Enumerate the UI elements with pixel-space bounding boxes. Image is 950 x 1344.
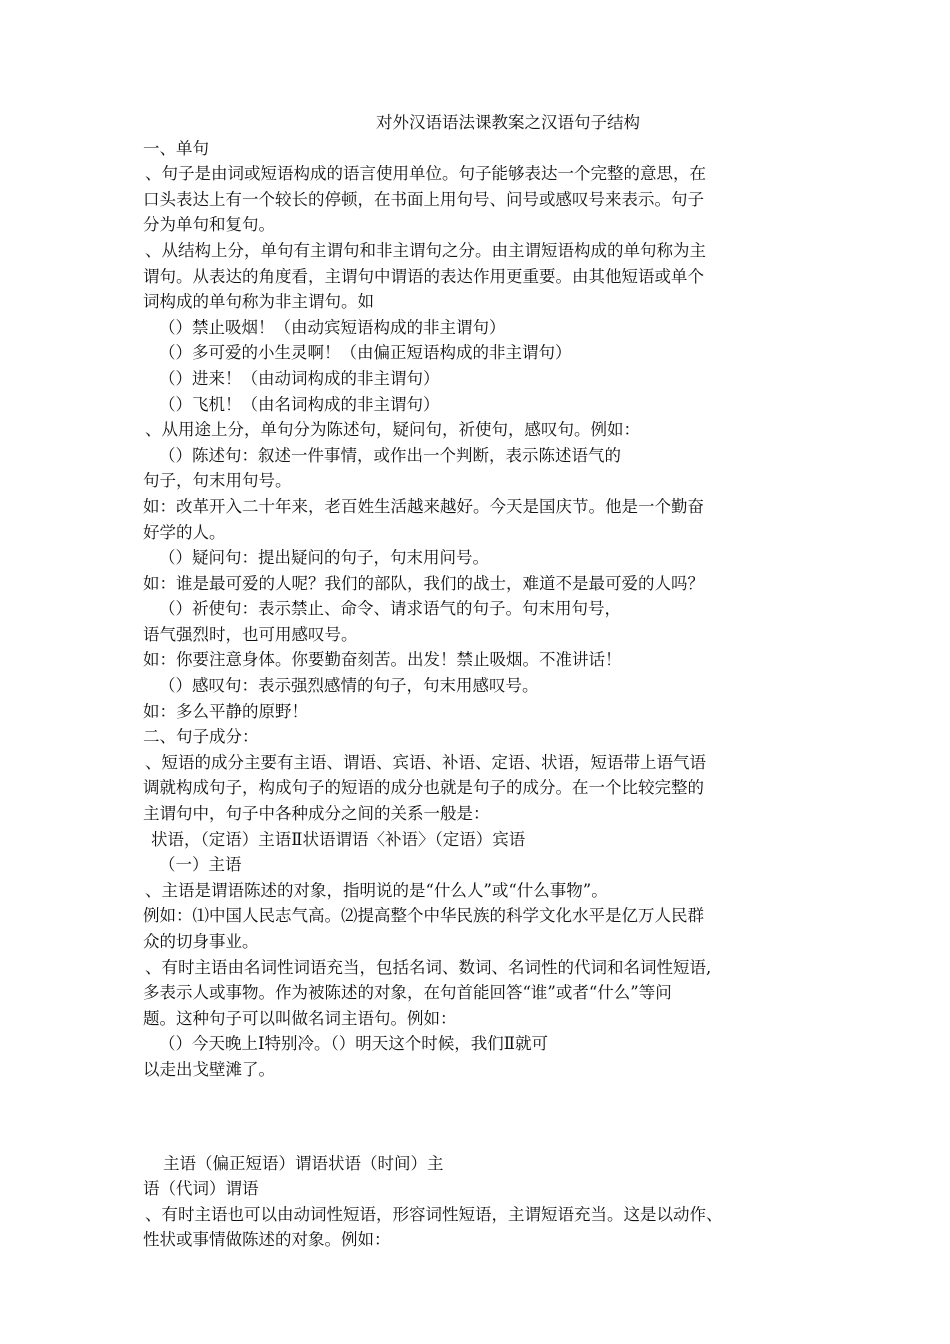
paragraph-line: 口头表达上有一个较长的停顿，在书面上用句号、问号或感叹号来表示。句子 — [143, 189, 704, 209]
example-line: （）禁止吸烟！（由动宾短语构成的非主谓句） — [159, 317, 506, 337]
section-heading-single-sentence: 一、单句 — [143, 138, 209, 158]
paragraph-line: 如：多么平静的原野！ — [143, 701, 308, 721]
paragraph-line: 性状或事情做陈述的对象。例如： — [143, 1230, 391, 1250]
example-line: （）祈使句：表示禁止、命令、请求语气的句子。句末用句号， — [159, 599, 621, 619]
example-line: （）进来！（由动词构成的非主谓句） — [159, 368, 440, 388]
paragraph-line: 如：谁是最可爱的人呢？我们的部队，我们的战士，难道不是最可爱的人吗？ — [143, 573, 704, 593]
section-heading-sentence-components: 二、句子成分： — [143, 727, 259, 747]
example-line: （）感叹句：表示强烈感情的句子，句末用感叹号。 — [159, 676, 539, 696]
paragraph-line: 句子，句末用句号。 — [143, 471, 292, 491]
paragraph-line: 、从结构上分，单句有主谓句和非主谓句之分。由主谓短语构成的单句称为主 — [145, 240, 706, 260]
paragraph-line: 调就构成句子，构成句子的短语的成分也就是句子的成分。在一个比较完整的 — [143, 778, 704, 798]
paragraph-line: 、主语是谓语陈述的对象，指明说的是“什么人”或“什么事物”。 — [145, 880, 608, 900]
paragraph-line: 众的切身事业。 — [143, 932, 259, 951]
paragraph-line: 、句子是由词或短语构成的语言使用单位。句子能够表达一个完整的意思，在 — [145, 164, 706, 184]
example-line: （）飞机！（由名词构成的非主谓句） — [159, 394, 440, 414]
annotation-line: 主语（偏正短语）谓语状语（时间）主 — [163, 1153, 444, 1173]
paragraph-line: 词构成的单句称为非主谓句。如 — [143, 292, 374, 312]
subsection-heading-subject: （一）主语 — [159, 855, 242, 875]
document-title: 对外汉语语法课教案之汉语句子结构 — [376, 113, 640, 132]
paragraph-line: 多表示人或事物。作为被陈述的对象，在句首能回答“谁”或者“什么”等问 — [143, 983, 672, 1003]
paragraph-line: 语气强烈时，也可用感叹号。 — [143, 624, 358, 644]
paragraph-line: 例如：⑴中国人民志气高。⑵提高整个中华民族的科学文化水平是亿万人民群 — [143, 906, 704, 926]
paragraph-line: 分为单句和复句。 — [143, 215, 275, 235]
paragraph-line: 如：改革开入二十年来，老百姓生活越来越好。今天是国庆节。他是一个勤奋 — [143, 496, 704, 516]
paragraph-line: 、短语的成分主要有主语、谓语、宾语、补语、定语、状语，短语带上语气语 — [145, 752, 706, 772]
paragraph-line: 、从用途上分，单句分为陈述句，疑问句，祈使句，感叹句。例如： — [145, 420, 640, 440]
paragraph-line: 主谓句中，句子中各种成分之间的关系一般是： — [143, 804, 490, 824]
structure-formula: 状语，（定语）主语Ⅱ状语谓语〈补语〉（定语）宾语 — [151, 829, 526, 849]
example-line: （）陈述句：叙述一件事情，或作出一个判断，表示陈述语气的 — [159, 445, 621, 465]
example-line: （）多可爱的小生灵啊！（由偏正短语构成的非主谓句） — [159, 343, 572, 363]
paragraph-line: 、有时主语由名词性词语充当，包括名词、数词、名词性的代词和名词性短语, — [145, 957, 712, 977]
annotation-line: 语（代词）谓语 — [143, 1179, 259, 1199]
example-line: （）今天晚上Ⅰ特别冷。（）明天这个时候，我们Ⅱ就可 — [159, 1034, 548, 1054]
paragraph-line: 题。这种句子可以叫做名词主语句。例如： — [143, 1008, 457, 1028]
paragraph-line: 好学的人。 — [143, 522, 226, 542]
paragraph-line: 谓句。从表达的角度看，主谓句中谓语的表达作用更重要。由其他短语或单个 — [143, 266, 704, 286]
example-line: （）疑问句：提出疑问的句子，句末用问号。 — [159, 548, 489, 568]
paragraph-line: 、有时主语也可以由动词性短语，形容词性短语，主谓短语充当。这是以动作、 — [145, 1204, 723, 1224]
paragraph-line: 如：你要注意身体。你要勤奋刻苦。出发！禁止吸烟。不准讲话！ — [143, 650, 622, 670]
document-body — [143, 110, 843, 1253]
paragraph-line: 以走出戈壁滩了。 — [143, 1059, 275, 1079]
blank-gap — [143, 1083, 843, 1151]
